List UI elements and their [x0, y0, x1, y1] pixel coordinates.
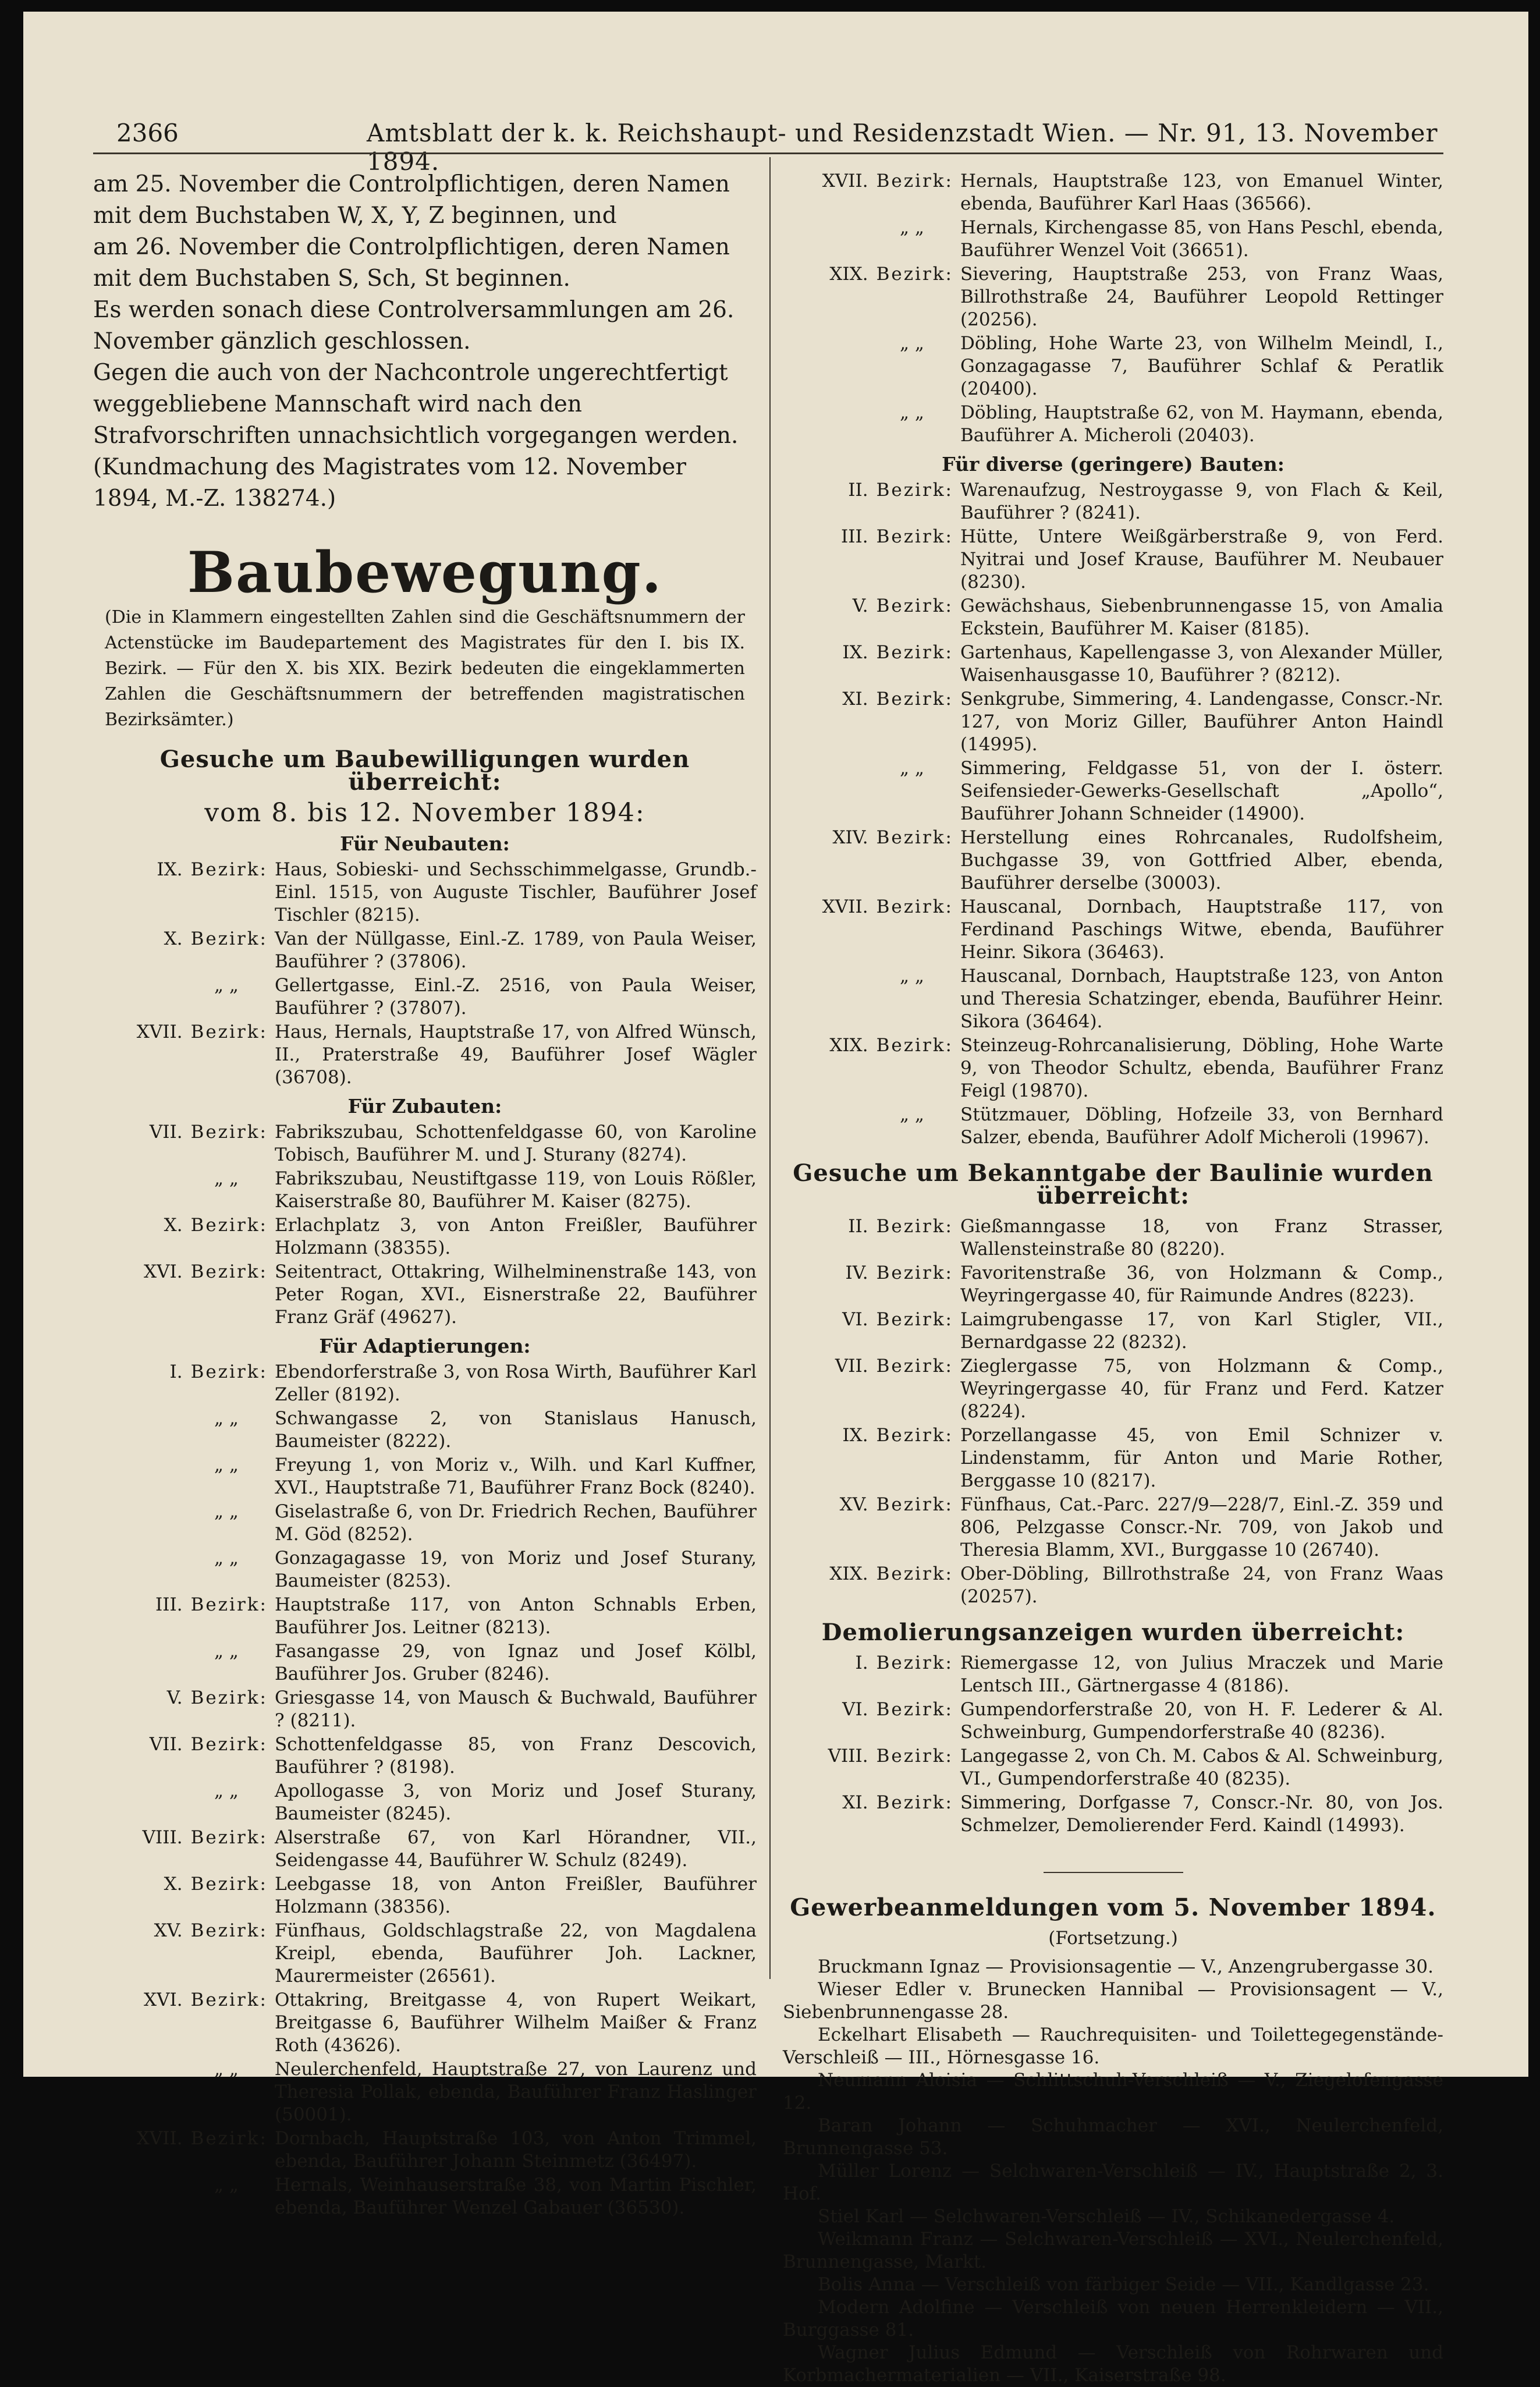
bezirk-label: [93, 1594, 275, 1639]
entry-text: Griesgasse 14, von Mausch & Buchwald, Bauführer ? (8211).: [275, 1687, 757, 1731]
bezirk-number: XIX.: [829, 264, 868, 285]
baubewegung-title: Baubewegung.: [187, 540, 663, 605]
list-item: [783, 827, 1443, 895]
bezirk-number: V.: [166, 1687, 183, 1708]
list-item: [783, 1355, 1443, 1423]
bezirk-word: Bezirk:: [876, 264, 953, 285]
bezirk-word: Bezirk:: [190, 1734, 268, 1755]
entry-text: Hauscanal, Dornbach, Hauptstraße 123, von Anton und Theresia Schatzinger, ebenda, Bauführer Heinr. Sikora (36464).: [960, 966, 1443, 1032]
section-divider: [1044, 1872, 1183, 1873]
entry-text: Fünfhaus, Goldschlagstraße 22, von Magdalena Kreipl, ebenda, Bauführer Joh. Lackner, Maurermeister (26561).: [275, 1920, 757, 1987]
entry-text: Herstellung eines Rohrcanales, Rudolfsheim, Buchgasse 39, von Gottfried Alber, ebenda, Bauführer derselbe (30003).: [960, 827, 1443, 893]
gewerbe-list: [783, 1956, 1443, 2387]
bezirk-word: Bezirk:: [190, 1361, 268, 1382]
bezirk-number: IX.: [157, 859, 183, 880]
gewerbe-item: Eckelhart Elisabeth — Rauchrequisiten- und Toilettegegenstände-Verschleiß — III., Hörnesgasse 16.: [783, 2024, 1443, 2068]
bezirk-label: [93, 1454, 275, 1499]
entry-text: Steinzeug-Rohrcanalisierung, Döbling, Hohe Warte 9, von Theodor Schultz, ebenda, Bauführer Franz Feigl (19870).: [960, 1035, 1443, 1101]
bezirk-word: Bezirk:: [876, 1699, 953, 1720]
header-title: Amtsblatt der k. k. Reichshaupt- und Residenzstadt Wien. — Nr. 91, 13. November 1894.: [367, 119, 1438, 176]
list-item: [93, 928, 757, 973]
bezirk-word: Bezirk:: [190, 1215, 268, 1236]
bezirk-label: [783, 1308, 960, 1354]
demolierung-title: Demolierungsanzeigen wurden überreicht:: [821, 1619, 1405, 1646]
list-item: [783, 332, 1443, 400]
bezirk-number: X.: [164, 1874, 183, 1895]
ditto-mark: „ „: [214, 1455, 239, 1476]
bezirk-label: [783, 1424, 960, 1492]
right-column: [783, 169, 1443, 2387]
bezirk-word: Bezirk:: [190, 1261, 268, 1282]
gewerbe-item: Weikmann Franz — Selchwaren-Verschleiß — XVI., Neulerchenfeld, Brunnengasse, Markt.: [783, 2229, 1443, 2272]
bezirk-label: [783, 1563, 960, 1608]
list-item: [783, 1792, 1443, 1837]
bezirk-label: [93, 2174, 275, 2219]
bezirk-word: Bezirk:: [190, 1920, 268, 1941]
ditto-mark: „ „: [900, 217, 924, 238]
bezirk-number: XVI.: [144, 1261, 183, 1282]
bezirk-number: XIV.: [832, 827, 868, 848]
entry-text: Ober-Döbling, Billrothstraße 24, von Franz Waas (20257).: [960, 1563, 1443, 1607]
bezirk-label: [93, 2127, 275, 2173]
bezirk-label: [93, 1780, 275, 1825]
bezirk-number: XVII.: [136, 2128, 183, 2149]
left-column: [93, 169, 757, 2221]
ditto-mark: „ „: [900, 402, 924, 423]
list-item: [93, 1873, 757, 1918]
intro-paragraph: Es werden sonach diese Controlversammlungen am 26. November gänzlich geschlossen.: [93, 297, 734, 354]
entry-text: Gartenhaus, Kapellengasse 3, von Alexander Müller, Waisenhausgasse 10, Bauführer ? (8212).: [960, 642, 1443, 686]
adaptierungen-title: Für Adaptierungen:: [319, 1335, 531, 1357]
list-item: [783, 170, 1443, 215]
list-item: [93, 1640, 757, 1686]
bezirk-number: VI.: [842, 1699, 868, 1720]
list-item: [93, 1826, 757, 1872]
ditto-mark: „ „: [214, 1501, 239, 1522]
entry-text: Gießmanngasse 18, von Franz Strasser, Wallensteinstraße 80 (8220).: [960, 1216, 1443, 1260]
entry-text: Haus, Sobieski- und Sechsschimmelgasse, Grundb.-Einl. 1515, von Auguste Tischler, Bauführer Josef Tischler (8215).: [275, 859, 757, 925]
bezirk-label: [783, 641, 960, 687]
ditto-mark: „ „: [214, 2059, 239, 2080]
ditto-mark: „ „: [900, 1104, 924, 1125]
entry-text: Hütte, Untere Weißgärberstraße 9, von Ferd. Nyitrai und Josef Krause, Bauführer M. Neubauer (8230).: [960, 526, 1443, 593]
bezirk-label: [783, 757, 960, 825]
bezirk-word: Bezirk:: [876, 171, 953, 191]
entry-text: Hauscanal, Dornbach, Hauptstraße 117, von Ferdinand Paschings Witwe, ebenda, Bauführer Heinr. Sikora (36463).: [960, 896, 1443, 963]
entry-text: Neulerchenfeld, Hauptstraße 27, von Laurenz und Theresia Pollak, ebenda, Bauführer Franz Haslinger (50001).: [275, 2059, 757, 2125]
entry-text: Favoritenstraße 36, von Holzmann & Comp., Weyringergasse 40, für Raimunde Andres (8223).: [960, 1262, 1443, 1306]
bezirk-word: Bezirk:: [876, 480, 953, 501]
bezirk-word: Bezirk:: [876, 1425, 953, 1446]
list-item: [783, 1104, 1443, 1149]
entry-text: Simmering, Dorfgasse 7, Conscr.-Nr. 80, von Jos. Schmelzer, Demolierender Ferd. Kaindl (14993).: [960, 1792, 1443, 1836]
gewerbe-item: Wieser Edler v. Brunecken Hannibal — Provisionsagent — V., Siebenbrunnengasse 28.: [783, 1979, 1443, 2023]
bezirk-label: [783, 1745, 960, 1790]
entry-text: Stützmauer, Döbling, Hofzeile 33, von Bernhard Salzer, ebenda, Bauführer Adolf Micheroli (19967).: [960, 1104, 1443, 1148]
bezirk-number: XVII.: [822, 171, 868, 191]
bezirk-word: Bezirk:: [876, 1356, 953, 1377]
intro-paragraph: am 25. November die Controlpflichtigen, deren Namen mit dem Buchstaben W, X, Y, Z beginnen, und: [93, 171, 730, 229]
list-item: [93, 1547, 757, 1592]
gewerbe-item: Baran Johann — Schuhmacher — XVI., Neulerchenfeld, Brunnengasse 53.: [783, 2115, 1443, 2159]
list-item: [783, 263, 1443, 331]
list-item: [783, 1652, 1443, 1697]
bezirk-label: [93, 1214, 275, 1260]
gewerbe-item: Modern Adolfine — Verschleiß von neuen Herrenkleidern — VII., Burggasse 81.: [783, 2297, 1443, 2340]
bezirk-label: [93, 1121, 275, 1166]
entry-text: Gumpendorferstraße 20, von H. F. Lederer & Al. Schweinburg, Gumpendorferstraße 40 (8236).: [960, 1699, 1443, 1743]
entry-text: Zieglergasse 75, von Holzmann & Comp., Weyringergasse 40, für Franz und Ferd. Katzer (8224).: [960, 1356, 1443, 1422]
bezirk-label: [93, 859, 275, 927]
entry-text: Gellertgasse, Einl.-Z. 2516, von Paula Weiser, Bauführer ? (37807).: [275, 975, 757, 1019]
bezirk-number: X.: [164, 1215, 183, 1236]
list-item: [93, 1501, 757, 1546]
page-header: [116, 111, 1455, 176]
entry-text: Laimgrubengasse 17, von Karl Stigler, VII., Bernardgasse 22 (8232).: [960, 1309, 1443, 1353]
intro-text: [93, 169, 757, 515]
entry-text: Ottakring, Breitgasse 4, von Rupert Weikart, Breitgasse 6, Bauführer Wilhelm Maißer & Franz Roth (43626).: [275, 1989, 757, 2056]
neubauten-title: Für Neubauten:: [340, 832, 510, 855]
bezirk-number: I.: [855, 1652, 868, 1673]
list-item: [783, 896, 1443, 964]
list-item: [783, 757, 1443, 825]
entry-text: Döbling, Hauptstraße 62, von M. Haymann, ebenda, Bauführer A. Micheroli (20403).: [960, 402, 1443, 446]
entry-text: Leebgasse 18, von Anton Freißler, Bauführer Holzmann (38356).: [275, 1874, 757, 1917]
entry-text: Langegasse 2, von Ch. M. Cabos & Al. Schweinburg, VI., Gumpendorferstraße 40 (8235).: [960, 1746, 1443, 1789]
gewerbe-item: Bolis Anna — Verschleiß von färbiger Seide — VII., Kandlgasse 23.: [818, 2274, 1429, 2295]
bezirk-number: IX.: [842, 1425, 868, 1446]
bezirk-number: III.: [155, 1594, 183, 1615]
entry-text: Van der Nüllgasse, Einl.-Z. 1789, von Paula Weiser, Bauführer ? (37806).: [275, 928, 757, 972]
list-item: [93, 974, 757, 1020]
gewerbe-item: Neumann Aloisia — Schlittschuh-Verschleiß — V., Ziegelofengasse 12.: [783, 2070, 1443, 2113]
bezirk-label: [93, 1687, 275, 1732]
list-item: [783, 1262, 1443, 1307]
bezirk-label: [93, 1021, 275, 1089]
ditto-mark: „ „: [214, 1641, 239, 1662]
bezirk-number: VII.: [835, 1356, 868, 1377]
list-item: [783, 479, 1443, 524]
bezirk-label: [93, 1547, 275, 1592]
bezirk-word: Bezirk:: [876, 526, 953, 547]
bezirk-label: [93, 1920, 275, 1988]
ditto-mark: „ „: [214, 1168, 239, 1189]
bezirk-label: [783, 479, 960, 524]
ditto-mark: „ „: [214, 2175, 239, 2196]
bezirk-number: XI.: [842, 1792, 868, 1813]
list-item: [93, 1920, 757, 1988]
bezirk-word: Bezirk:: [190, 1989, 268, 2010]
bezirk-label: [783, 402, 960, 447]
adaptierungen-list: [93, 1361, 757, 2219]
entry-text: Ebendorferstraße 3, von Rosa Wirth, Bauführer Karl Zeller (8192).: [275, 1361, 757, 1405]
bezirk-label: [93, 1640, 275, 1686]
bezirk-number: VI.: [842, 1309, 868, 1330]
bezirk-label: [783, 827, 960, 895]
bezirk-label: [93, 1407, 275, 1453]
bezirk-number: I.: [169, 1361, 183, 1382]
list-item: [783, 1563, 1443, 1608]
diverse-title: Für diverse (geringere) Bauten:: [942, 453, 1284, 476]
bezirk-word: Bezirk:: [190, 1687, 268, 1708]
bezirk-label: [783, 1652, 960, 1697]
bezirk-number: XVII.: [136, 1022, 183, 1042]
bezirk-number: VII.: [149, 1122, 183, 1143]
bezirk-word: Bezirk:: [876, 827, 953, 848]
bezirk-label: [93, 1873, 275, 1918]
bezirk-word: Bezirk:: [876, 896, 953, 917]
bezirk-word: Bezirk:: [190, 1874, 268, 1895]
bezirk-label: [783, 526, 960, 594]
header-rule: [93, 152, 1443, 154]
bezirk-label: [93, 1361, 275, 1406]
gewerbe-continuation: (Fortsetzung.): [1048, 1928, 1178, 1949]
bezirk-label: [783, 1034, 960, 1102]
bezirk-number: II.: [848, 1216, 868, 1237]
list-item: [93, 1214, 757, 1260]
bezirk-label: [93, 928, 275, 973]
bezirk-word: Bezirk:: [876, 1216, 953, 1237]
entry-text: Freyung 1, von Moriz v., Wilh. und Karl Kuffner, XVI., Hauptstraße 71, Bauführer Franz Bock (8240).: [275, 1455, 757, 1498]
entry-text: Sievering, Hauptstraße 253, von Franz Waas, Billrothstraße 24, Bauführer Leopold Rettinger (20256).: [960, 264, 1443, 330]
bezirk-number: XV.: [154, 1920, 183, 1941]
list-item: [93, 2127, 757, 2173]
bezirk-number: XV.: [839, 1494, 868, 1515]
bezirk-word: Bezirk:: [876, 1652, 953, 1673]
list-item: [93, 1121, 757, 1166]
adaptierungen-list-continued: [783, 170, 1443, 447]
bezirk-word: Bezirk:: [876, 1746, 953, 1767]
entry-text: Fabrikszubau, Neustiftgasse 119, von Louis Rößler, Kaiserstraße 80, Bauführer M. Kaiser (8275).: [275, 1168, 757, 1212]
ditto-mark: „ „: [900, 966, 924, 987]
ditto-mark: „ „: [214, 1408, 239, 1429]
neubauten-list: [93, 859, 757, 1089]
section-baubewilligungen-title: Gesuche um Baubewilligungen wurden überreicht:: [159, 746, 690, 796]
column-divider: [769, 157, 771, 1979]
list-item: [783, 1494, 1443, 1562]
page-number: 2366: [116, 119, 179, 147]
bezirk-label: [783, 217, 960, 262]
list-item: [783, 1308, 1443, 1354]
entry-text: Schwangasse 2, von Stanislaus Hanusch, Baumeister (8222).: [275, 1408, 757, 1452]
list-item: [783, 1424, 1443, 1492]
bezirk-label: [93, 1826, 275, 1872]
list-item: [93, 1261, 757, 1329]
bezirk-word: Bezirk:: [190, 1122, 268, 1143]
entry-text: Gonzagagasse 19, von Moriz und Josef Sturany, Baumeister (8253).: [275, 1548, 757, 1591]
list-item: [783, 217, 1443, 262]
bezirk-label: [783, 1355, 960, 1423]
bezirk-number: VIII.: [142, 1827, 183, 1848]
section-date-range: vom 8. bis 12. November 1894:: [204, 798, 645, 828]
bezirk-label: [783, 688, 960, 756]
ditto-mark: „ „: [214, 1548, 239, 1569]
entry-text: Apollogasse 3, von Moriz und Josef Sturany, Baumeister (8245).: [275, 1781, 757, 1824]
entry-text: Seitentract, Ottakring, Wilhelminenstraße 143, von Peter Rogan, XVI., Eisnerstraße 22, Bauführer Franz Gräf (49627).: [275, 1261, 757, 1328]
bezirk-label: [93, 1733, 275, 1779]
list-item: [93, 859, 757, 927]
list-item: [783, 965, 1443, 1033]
intro-paragraph: am 26. November die Controlpflichtigen, deren Namen mit dem Buchstaben S, Sch, St beginnen.: [93, 234, 730, 292]
bezirk-label: [783, 595, 960, 640]
entry-text: Giselastraße 6, von Dr. Friedrich Rechen, Bauführer M. Göd (8252).: [275, 1501, 757, 1545]
bezirk-label: [93, 1501, 275, 1546]
bezirk-word: Bezirk:: [876, 1309, 953, 1330]
baulinie-title: Gesuche um Bekanntgabe der Baulinie wurden überreicht:: [793, 1159, 1433, 1210]
diverse-list: [783, 479, 1443, 1149]
list-item: [783, 1698, 1443, 1744]
bezirk-number: IV.: [845, 1262, 868, 1283]
bezirk-label: [783, 965, 960, 1033]
list-item: [783, 641, 1443, 687]
bezirk-word: Bezirk:: [190, 859, 268, 880]
entry-text: Haus, Hernals, Hauptstraße 17, von Alfred Wünsch, II., Praterstraße 49, Bauführer Josef Wägler (36708).: [275, 1022, 757, 1088]
bezirk-word: Bezirk:: [190, 1827, 268, 1848]
list-item: [93, 1168, 757, 1213]
bezirk-label: [783, 170, 960, 215]
entry-text: Fasangasse 29, von Ignaz und Josef Kölbl, Bauführer Jos. Gruber (8246).: [275, 1641, 757, 1684]
list-item: [783, 688, 1443, 756]
list-item: [783, 1215, 1443, 1261]
bezirk-label: [93, 1168, 275, 1213]
ditto-mark: „ „: [214, 1781, 239, 1801]
entry-text: Fabrikszubau, Schottenfeldgasse 60, von Karoline Tobisch, Bauführer M. und J. Sturany (8274).: [275, 1122, 757, 1165]
list-item: [783, 526, 1443, 594]
bezirk-word: Bezirk:: [876, 689, 953, 710]
bezirk-word: Bezirk:: [190, 928, 268, 949]
bezirk-label: [783, 1215, 960, 1261]
entry-text: Porzellangasse 45, von Emil Schnizer v. Lindenstamm, für Anton und Marie Rother, Berggasse 10 (8217).: [960, 1425, 1443, 1491]
bezirk-word: Bezirk:: [190, 1022, 268, 1042]
bezirk-label: [783, 332, 960, 400]
bezirk-word: Bezirk:: [876, 1792, 953, 1813]
entry-text: Alserstraße 67, von Karl Hörandner, VII., Seidengasse 44, Bauführer W. Schulz (8249).: [275, 1827, 757, 1871]
zubauten-title: Für Zubauten:: [347, 1095, 502, 1118]
bezirk-number: VII.: [149, 1734, 183, 1755]
entry-text: Schottenfeldgasse 85, von Franz Descovich, Bauführer ? (8198).: [275, 1734, 757, 1778]
bezirk-word: Bezirk:: [876, 1035, 953, 1056]
bezirk-label: [783, 1104, 960, 1149]
entry-text: Gewächshaus, Siebenbrunnengasse 15, von Amalia Eckstein, Bauführer M. Kaiser (8185).: [960, 595, 1443, 639]
bezirk-word: Bezirk:: [876, 1262, 953, 1283]
entry-text: Riemergasse 12, von Julius Mraczek und Marie Lentsch III., Gärtnergasse 4 (8186).: [960, 1652, 1443, 1696]
ditto-mark: „ „: [214, 975, 239, 996]
bezirk-number: V.: [852, 595, 868, 616]
bezirk-number: IX.: [842, 642, 868, 663]
entry-text: Döbling, Hohe Warte 23, von Wilhelm Meindl, I., Gonzagagasse 7, Bauführer Schlaf & Peratlik (20400).: [960, 333, 1443, 399]
list-item: [93, 1989, 757, 2057]
bezirk-label: [93, 1989, 275, 2057]
list-item: [93, 1780, 757, 1825]
entry-text: Hauptstraße 117, von Anton Schnabls Erben, Bauführer Jos. Leitner (8213).: [275, 1594, 757, 1638]
list-item: [93, 1733, 757, 1779]
baulinie-list: [783, 1215, 1443, 1608]
gewerbe-item: Müller Lorenz — Selchwaren-Verschleiß — IV., Hauptstraße 2, 3. Hof.: [783, 2161, 1443, 2204]
bezirk-number: VIII.: [828, 1746, 868, 1767]
entry-text: Warenaufzug, Nestroygasse 9, von Flach & Keil, Bauführer ? (8241).: [960, 480, 1443, 523]
entry-text: Hernals, Hauptstraße 123, von Emanuel Winter, ebenda, Bauführer Karl Haas (36566).: [960, 171, 1443, 214]
list-item: [93, 1021, 757, 1089]
gewerbe-item: Bruckmann Ignaz — Provisionsagentie — V., Anzengrubergasse 30.: [818, 1956, 1433, 1977]
gewerbe-item: Stiel Karl — Selchwaren-Verschleiß — IV., Schikanedergasse 4.: [818, 2206, 1395, 2227]
bezirk-word: Bezirk:: [876, 1494, 953, 1515]
entry-text: Erlachplatz 3, von Anton Freißler, Bauführer Holzmann (38355).: [275, 1215, 757, 1258]
demolierung-list: [783, 1652, 1443, 1837]
bezirk-number: XI.: [842, 689, 868, 710]
bezirk-label: [93, 2058, 275, 2126]
bezirk-number: II.: [848, 480, 868, 501]
gewerbe-item: Wagner Julius Edmund — Verschleiß von Rohrwaren und Korbmachermaterialien — VII., Kaiserstraße 98.: [783, 2342, 1443, 2386]
zubauten-list: [93, 1121, 757, 1329]
bezirk-word: Bezirk:: [876, 642, 953, 663]
entry-text: Dornbach, Hauptstraße 103, von Anton Trimmel, ebenda, Bauführer Johann Steinmetz (36497).: [275, 2128, 757, 2172]
list-item: [783, 1745, 1443, 1790]
bezirk-label: [783, 1494, 960, 1562]
entry-text: Hernals, Kirchengasse 85, von Hans Peschl, ebenda, Bauführer Wenzel Voit (36651).: [960, 217, 1443, 261]
list-item: [93, 1594, 757, 1639]
bezirk-label: [783, 1698, 960, 1744]
bezirk-label: [93, 1261, 275, 1329]
entry-text: Simmering, Feldgasse 51, von der I. österr. Seifensieder-Gewerks-Gesellschaft „Apollo“, Bauführer Johann Schneider (14900).: [960, 758, 1443, 824]
list-item: [93, 1361, 757, 1406]
list-item: [93, 2058, 757, 2126]
list-item: [783, 1034, 1443, 1102]
ditto-mark: „ „: [900, 758, 924, 779]
list-item: [783, 595, 1443, 640]
list-item: [93, 1407, 757, 1453]
entry-text: Hernals, Weinhauserstraße 38, von Martin Pischler, ebenda, Bauführer Wenzel Gabauer (36530).: [275, 2175, 757, 2218]
bezirk-number: XIX.: [829, 1563, 868, 1584]
bezirk-label: [783, 1792, 960, 1837]
bezirk-label: [93, 974, 275, 1020]
list-item: [93, 2174, 757, 2219]
list-item: [93, 1454, 757, 1499]
bezirk-word: Bezirk:: [190, 1594, 268, 1615]
entry-text: Senkgrube, Simmering, 4. Landengasse, Conscr.-Nr. 127, von Moriz Giller, Bauführer Anton Haindl (14995).: [960, 689, 1443, 755]
bezirk-number: XVII.: [822, 896, 868, 917]
bezirk-number: XVI.: [144, 1989, 183, 2010]
list-item: [783, 402, 1443, 447]
list-item: [93, 1687, 757, 1732]
bezirk-label: [783, 896, 960, 964]
ditto-mark: „ „: [900, 333, 924, 354]
bezirk-label: [783, 263, 960, 331]
bezirk-number: III.: [840, 526, 868, 547]
baubewegung-note: (Die in Klammern eingestellten Zahlen sind die Geschäftsnummern der Actenstücke im Baudepartement des Magistrates für den I. bis IX. Bezirk. — Für den X. bis XIX. Bezirk bedeuten die eingeklammerten Zahlen die Geschäftsnummern der betreffenden magistratischen Bezirksämter.): [105, 607, 745, 730]
bezirk-word: Bezirk:: [190, 2128, 268, 2149]
bezirk-label: [783, 1262, 960, 1307]
entry-text: Fünfhaus, Cat.-Parc. 227/9—228/7, Einl.-Z. 359 und 806, Pelzgasse Conscr.-Nr. 709, von Jakob und Theresia Blamm, XVI., Burggasse 10 (26740).: [960, 1494, 1443, 1560]
intro-paragraph: Gegen die auch von der Nachcontrole ungerechtfertigt weggebliebene Mannschaft wird nach den Strafvorschriften unnachsichtlich vorgegangen werden. (Kundmachung des Magistrates vom 12. November 1894, M.-Z. 138274.): [93, 360, 739, 512]
bezirk-number: XIX.: [829, 1035, 868, 1056]
bezirk-number: X.: [164, 928, 183, 949]
bezirk-word: Bezirk:: [876, 1563, 953, 1584]
gewerbe-title: Gewerbeanmeldungen vom 5. November 1894.: [790, 1893, 1436, 1921]
bezirk-word: Bezirk:: [876, 595, 953, 616]
